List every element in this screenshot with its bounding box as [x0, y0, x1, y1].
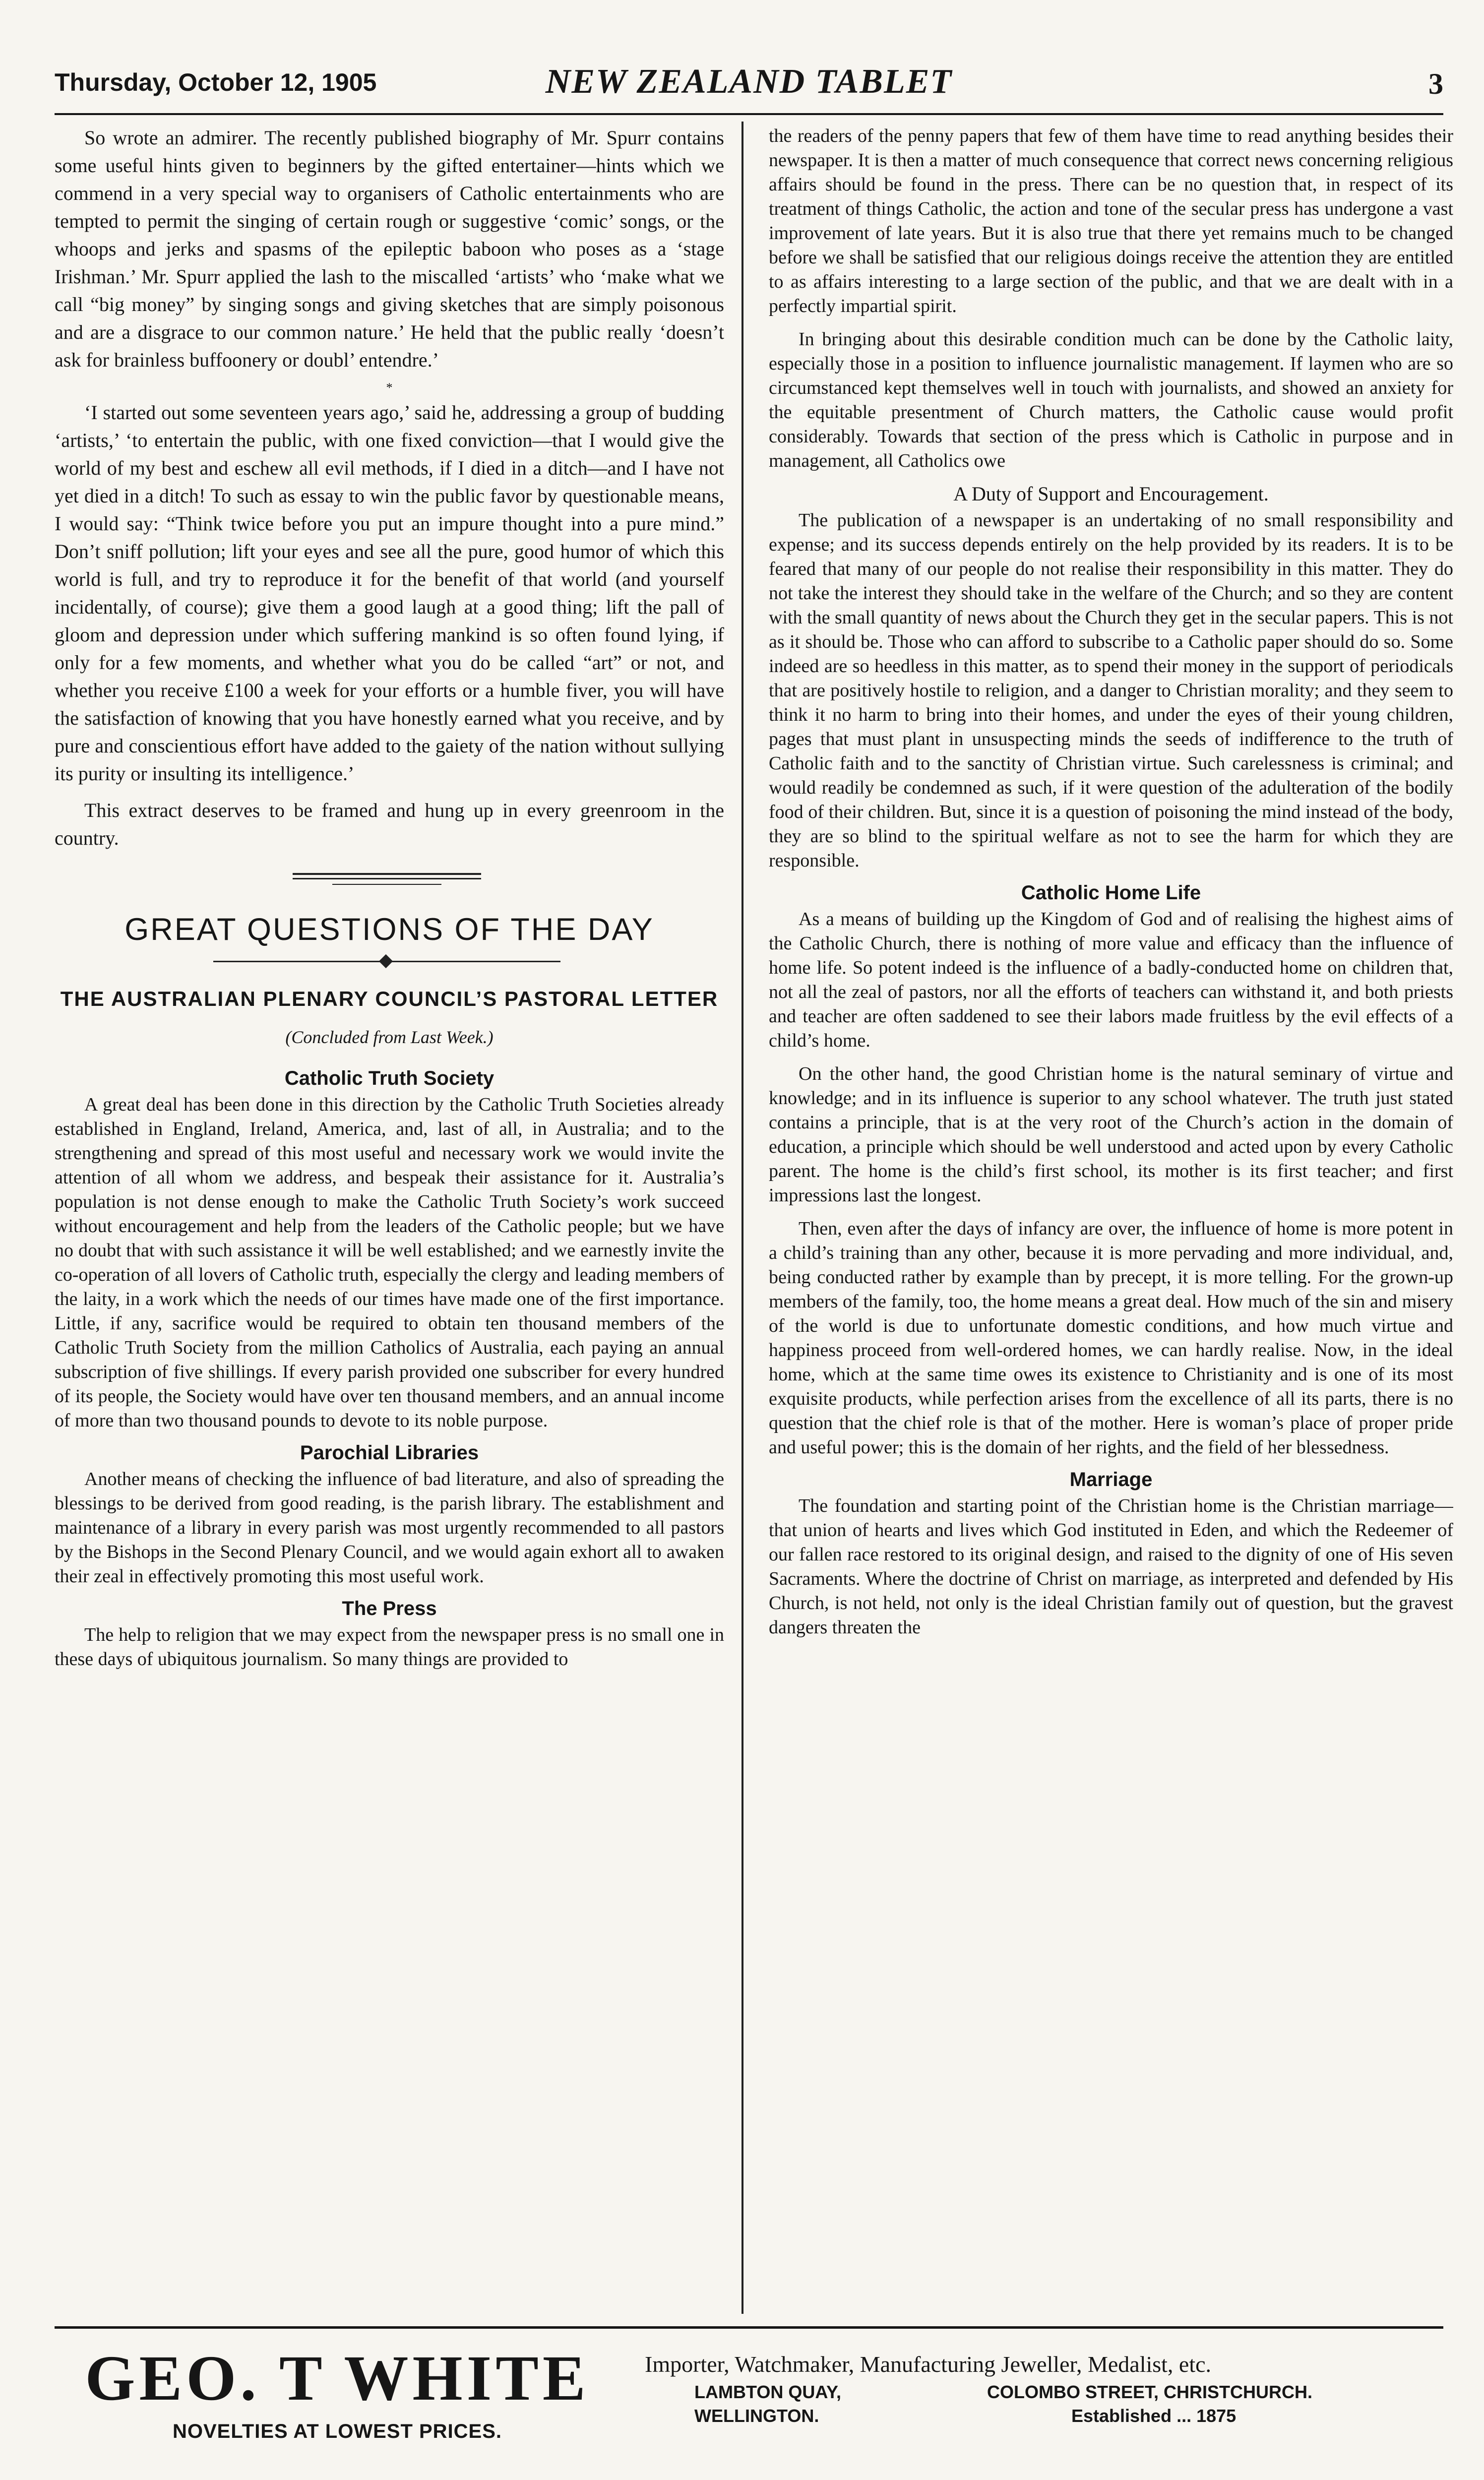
home-paragraph-3: Then, even after the days of infancy are over, the influence of home is more potent in a child’s training than any other, because it is more pervading and more individual, and, being conducted rather by example than by precept, it is more telling. For the grown-up members of the family, too, the home means a great deal. How much of the sin and misery of the world is due to unfortunate domestic conditions, and how much virtue and happiness proceed from well-ordered homes, we can hardly realise. Now, in the ideal home, which at the same time owes its existence to Christianity and is one of its most exquisite products, while perfection arises from the excellence of all its parts, there is no question that the chief role is that of the mother. Here is woman’s place of proper pride and useful power; this is the domain of her rights, and the field of her blessedness.: [769, 1218, 1453, 1458]
page-number: 3: [1428, 67, 1443, 100]
footer-rule: [55, 2326, 1443, 2329]
home-paragraph-2: On the other hand, the good Christian home is the natural seminary of virtue and knowledge; and in its influence is superior to any school whatever. The truth just stated contains a principle, that is at the very root of the Church’s action in the domain of education, a principle which should be well understood and acted upon by every Catholic parent. The home is the child’s first school, its mother is its first teacher; and first impressions last the longest.: [769, 1063, 1453, 1206]
duty-paragraph: The publication of a newspaper is an undertaking of no small responsibility and expense; and its success depends entirely on the help provided by its readers. It is to be feared that many of our people do not realise their responsibility in this matter. They do not take the interest they should take in the welfare of the Church; and so they are content with the small quantity of news about the Church they get in the secular papers. This is not as it should be. Those who can afford to subscribe to a Catholic paper should do so. Some indeed are so heedless in this matter, as to spend their money in the support of periodicals that are positively hostile to religion, and a danger to Christian morality; and they seem to think it no harm to bring into their homes, and under the eyes of their young children, pages that must plant in unsuspecting minds the seeds of indifference to the truth of Catholic faith and to the sanctity of Christian virtue. Such carelessness is criminal; and would readily be condemned as such, if it were question of the adulteration of the bodily food of their children. But, since it is a question of poisoning the mind instead of the body, they are so blind to the spiritual welfare as not to see the harm for which they are responsible.: [769, 510, 1453, 871]
diamond-rule: [55, 951, 724, 971]
marriage-paragraph: The foundation and starting point of the Christian home is the Christian marriage—that union of hearts and lives which God instituted in Eden, and which the Redeemer of our fallen race restored to its original design, and raised to the dignity of one of His seven Sacraments. Where the doctrine of Christ on marriage, as interpreted and defended by His Church, is not held, not only is the ideal Christian family out of question, but the gravest dangers threaten the: [769, 1495, 1453, 1638]
section-heading-home-life: Catholic Home Life: [1021, 882, 1201, 904]
advertiser-name: GEO. T WHITE: [85, 2343, 590, 2414]
continued-note: (Concluded from Last Week.): [285, 1027, 494, 1047]
advert-address-street-2: COLOMBO STREET, CHRISTCHURCH.: [987, 2382, 1312, 2402]
press-continued-paragraph-2: In bringing about this desirable condition much can be done by the Catholic laity, especially those in a position to influence journalistic management. If laymen who are so circumstanced kept themselves well in touch with journalists, and showed an anxiety for the equitable presentment of Church matters, the Catholic cause would profit considerably. Towards that section of the press which is Catholic in purpose and in management, all Catholics owe: [769, 329, 1453, 471]
advert-address-street-1: LAMBTON QUAY,: [694, 2382, 842, 2402]
advert-established: Established ... 1875: [1071, 2406, 1237, 2426]
article-subheading: THE AUSTRALIAN PLENARY COUNCIL’S PASTORAL LETTER: [60, 987, 719, 1010]
right-column: [769, 124, 1453, 2306]
masthead-rule: [55, 113, 1443, 115]
section-heading-truth-society: Catholic Truth Society: [284, 1067, 495, 1089]
section-heading-libraries: Parochial Libraries: [300, 1442, 479, 1464]
intro-paragraph-3: This extract deserves to be framed and hung up in every greenroom in the country.: [55, 799, 724, 849]
libraries-paragraph: Another means of checking the influence of bad literature, and also of spreading the blessings to be derived from good reading, is the parish library. The establishment and maintenance of a library in every parish was most urgently recommended to all pastors by the Bishops in the Second Plenary Council, and we would again exhort all to awaken their zeal in effectively promoting this most useful work.: [55, 1469, 724, 1587]
advert-tagline: NOVELTIES AT LOWEST PRICES.: [172, 2420, 502, 2442]
section-heading-marriage: Marriage: [1069, 1469, 1153, 1490]
advertisement: [55, 2341, 1443, 2470]
issue-date: Thursday, October 12, 1905: [55, 68, 377, 96]
intro-paragraph-1: So wrote an admirer. The recently published biography of Mr. Spurr contains some useful hints given to beginners by the gifted entertainer—hints which we commend in a very special way to organisers of Catholic entertainments who are tempted to permit the singing of certain rough or suggestive ‘comic’ songs, or the whoops and jerks and spasms of the epileptic baboon who poses as a ‘stage Irishman.’ Mr. Spurr applied the lash to the miscalled ‘artists’ who ‘make what we call “big money” by singing songs and giving sketches that are simply poisonous and are a disgrace to our common nature.’ He held that the public really ‘doesn’t ask for brainless buffoonery or doubl’ entendre.’: [55, 126, 724, 371]
newspaper-title: NEW ZEALAND TABLET: [545, 62, 953, 101]
advert-trades: Importer, Watchmaker, Manufacturing Jeweller, Medalist, etc.: [645, 2352, 1212, 2377]
press-continued-paragraph-1: the readers of the penny papers that few of them have time to read anything besides their newspaper. It is then a matter of much consequence that correct news concerning religious affairs should be found in the press. There can be no question that, in respect of its treatment of things Catholic, the action and tone of the secular press has undergone a vast improvement of late years. But it is also true that there yet remains much to be changed before we shall be satisfied that our religious doings receive the attention they are entitled to as affairs interesting to a large section of the public, and that we are dealt with in a perfectly impartial spirit.: [769, 125, 1453, 316]
intro-paragraph-2: ‘I started out some seventeen years ago,’ said he, addressing a group of budding ‘artists,’ ‘to entertain the public, with one fixed conviction—that I would give the world of my best and eschew all evil methods, if I died in a ditch—and I have not yet died in a ditch! To such as essay to win the public favor by questionable means, I would say: “Think twice before you put an impure thought into a pure mind.” Don’t sniff pollution; lift your eyes and see all the pure, good humor of which this world is full, and try to reproduce it for the benefit of that world (and yourself incidentally, of course); give them a good laugh at a good thing; lift the pall of gloom and depression under which suffering mankind is so often found lying, if only for a few moments, and whether what you do be called “art” or not, and whether you receive £100 a week for your efforts or a humble fiver, you will have the satisfaction of knowing that you have honestly earned what you receive, and by pure and conscientious effort have added to the gaiety of the nation without sullying its purity or insulting its intelligence.’: [55, 401, 724, 785]
ornamental-rule: [55, 867, 724, 897]
home-paragraph-1: As a means of building up the Kingdom of God and of realising the highest aims of the Catholic Church, there is nothing of more value and efficacy than the influence of home life. So potent indeed is the influence of a badly-conducted home on children that, not all the zeal of pastors, nor all the efforts of teachers can withstand it, and both priests and teacher are often saddened to see their labors made fruitless by the evil effects of a child’s home.: [769, 909, 1453, 1051]
section-heading-press: The Press: [342, 1598, 437, 1619]
advert-address-city-1: WELLINGTON.: [694, 2406, 819, 2426]
column-divider: [742, 122, 743, 2314]
truth-society-paragraph: A great deal has been done in this direction by the Catholic Truth Societies already established in England, Ireland, America, and, last of all, in Australia; and to the strengthening and spread of this most useful and necessary work we would invite the attention of all whom we address, and bespeak their assistance for it. Australia’s population is not dense enough to make the Catholic Truth Society’s work succeed without encouragement and help from the leaders of the Catholic people; but we have no doubt that with such assistance it will be well established; and we earnestly invite the co-operation of all lovers of Catholic truth, especially the clergy and leading members of the laity, in a work which the needs of our times have made one of the first importance. Little, if any, sacrifice would be required to obtain ten thousand members of the Catholic Truth Society from the million Catholics of Australia, each paying an annual subscription of five shillings. If every parish provided one subscriber for every hundred of its people, the Society would have over ten thousand members, and an annual income of more than two thousand pounds to devote to its noble purpose.: [55, 1094, 724, 1431]
masthead: [55, 62, 1443, 109]
star-separator: *: [386, 380, 393, 395]
left-column: [55, 124, 724, 2306]
press-paragraph: The help to religion that we may expect from the newspaper press is no small one in these days of ubiquitous journalism. So many things are provided to: [55, 1624, 724, 1670]
feature-heading: GREAT QUESTIONS OF THE DAY: [124, 912, 654, 947]
section-heading-duty: A Duty of Support and Encouragement.: [953, 483, 1269, 505]
intro-article: [55, 124, 724, 852]
